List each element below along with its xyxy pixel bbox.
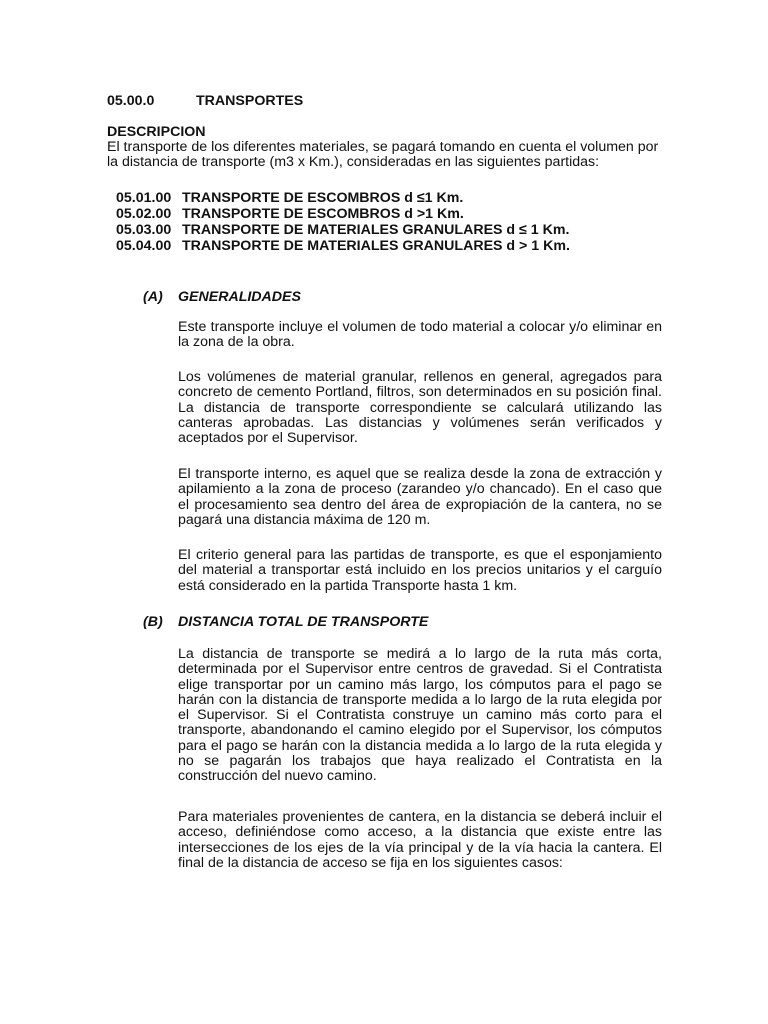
paragraph-a-4: El criterio general para las partidas de transporte, es que el esponjamiento del material a transportar está incluido en los precios unitarios y el carguío está considerado en la partida Transporte hasta 1 km. bbox=[178, 547, 662, 594]
paragraph-b-2: Para materiales provenientes de cantera, en la distancia se deberá incluir el acceso, definiéndose como acceso, a la distancia que existe entre las intersecciones de los ejes de la vía principal y de la vía hacia la cantera. El final de la distancia de acceso se fija en los siguientes casos: bbox=[178, 809, 662, 871]
descripcion-text: El transporte de los diferentes materiales, se pagará tomando en cuenta el volumen por la distancia de transporte (m3 x Km.), consideradas en las siguientes partidas: bbox=[107, 139, 659, 171]
subsection-a-label: (A) bbox=[143, 289, 163, 305]
partida-title: TRANSPORTE DE ESCOMBROS d ≤1 Km. bbox=[181, 190, 464, 206]
partida-code: 05.04.00 bbox=[116, 238, 172, 254]
section-code: 05.00.0 bbox=[107, 93, 155, 109]
partida-item bbox=[116, 222, 569, 238]
partida-title: TRANSPORTE DE ESCOMBROS d >1 Km. bbox=[181, 206, 464, 222]
paragraph-a-3: El transporte interno, es aquel que se realiza desde la zona de extracción y apilamiento a la zona de proceso (zarandeo y/o chancado). En el caso que el procesamiento sea dentro del área de expropiación de la cantera, no se pagará una distancia máxima de 120 m. bbox=[178, 466, 662, 528]
partida-code: 05.03.00 bbox=[116, 222, 172, 238]
partida-title: TRANSPORTE DE MATERIALES GRANULARES d > 1 Km. bbox=[181, 238, 570, 254]
partida-title: TRANSPORTE DE MATERIALES GRANULARES d ≤ 1 Km. bbox=[181, 222, 570, 238]
subsection-b-label: (B) bbox=[143, 614, 163, 630]
partida-item bbox=[116, 190, 463, 206]
partida-item bbox=[116, 206, 464, 222]
partida-item bbox=[116, 238, 570, 254]
subsection-b-title: DISTANCIA TOTAL DE TRANSPORTE bbox=[178, 614, 429, 630]
descripcion-heading: DESCRIPCION bbox=[107, 124, 206, 140]
paragraph-b-1: La distancia de transporte se medirá a lo largo de la ruta más corta, determinada por el Supervisor entre centros de gravedad. Si el Contratista elige transportar por un camino más largo, los cómputos para el pago se harán con la distancia de transporte medida a lo largo de la ruta elegida por el Supervisor. Si el Contratista construye un camino más corto para el transporte, abandonando el camino elegido por el Supervisor, los cómputos para el pago se harán con la distancia medida a lo largo de la ruta elegida y no se pagarán los trabajos que haya realizado el Contratista en la construcción del nuevo camino. bbox=[178, 646, 662, 785]
paragraph-a-1: Este transporte incluye el volumen de todo material a colocar y/o eliminar en la zona de la obra. bbox=[178, 319, 662, 351]
paragraph-a-2: Los volúmenes de material granular, rellenos en general, agregados para concreto de cemento Portland, filtros, son determinados en su posición final. La distancia de transporte correspondiente se calculará utilizando las canteras aprobadas. Las distancias y volúmenes serán verificados y aceptados por el Supervisor. bbox=[178, 369, 662, 447]
partida-code: 05.01.00 bbox=[116, 190, 172, 206]
partida-code: 05.02.00 bbox=[116, 206, 172, 222]
section-title: TRANSPORTES bbox=[196, 93, 304, 109]
subsection-a-title: GENERALIDADES bbox=[178, 289, 301, 305]
